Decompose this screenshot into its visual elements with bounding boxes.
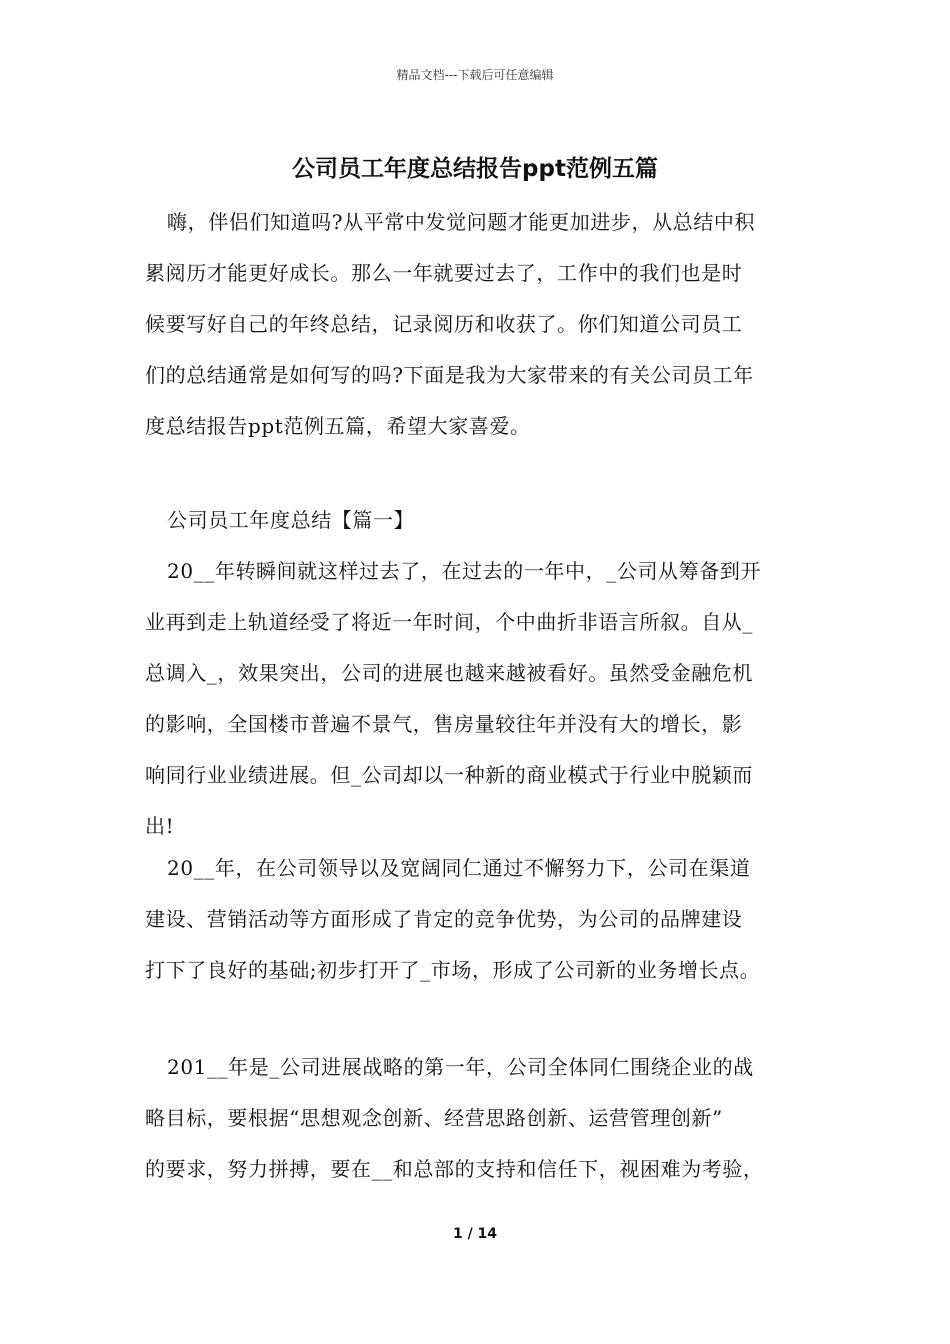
- paragraph-3: 201__年是_公司进展战略的第一年，公司全体同仁围绕企业的战 略目标，要根据“思想观念创新、经营思路创新、运营管理创新” 的要求，努力拼搏，要在__和总部的支持和信任下，视困难为考验，: [145, 1055, 764, 1181]
- intro-block: [145, 197, 817, 452]
- paragraph-1: 20__年转瞬间就这样过去了，在过去的一年中，_公司从筹备到开 业再到走上轨道经受了将近一年时间，个中曲折非语言所叙。自从_ 总调入_，效果突出，公司的进展也越来越被看好。虽然受金融危机 的影响，全国楼市普遍不景气，售房量较往年并没有大的增长，影 响同行业业绩进展。但_公司却以一种新的商业模式于行业中脱颖而 出!: [145, 559, 762, 838]
- paragraph-1-block: [145, 546, 817, 852]
- paragraph-2-block: [145, 843, 817, 996]
- section-heading: 公司员工年度总结【篇一】: [167, 508, 415, 532]
- paragraph-3-block: [145, 1042, 817, 1195]
- paragraph-2: 20__年，在公司领导以及宽阔同仁通过不懈努力下，公司在渠道 建设、营销活动等方面形成了肯定的竞争优势，为公司的品牌建设 打下了良好的基础;初步打开了_市场，形成了公司新的业务增长点。: [145, 856, 761, 982]
- page-header-note: 精品文档---下载后可任意编辑: [396, 68, 554, 82]
- intro-paragraph: 嗨，伴侣们知道吗?从平常中发觉问题才能更加进步，从总结中积 累阅历才能更好成长。那么一年就要过去了，工作中的我们也是时 候要写好自己的年终总结，记录阅历和收获了。你们知道公司员工 们的总结通常是如何写的吗?下面是我为大家带来的有关公司员工年 度总结报告ppt范例五篇，希望大家喜爱。: [145, 210, 756, 438]
- document-title: 公司员工年度总结报告ppt范例五篇: [292, 156, 658, 182]
- section-heading-block: [145, 495, 817, 546]
- page-number: 1 / 14: [452, 1226, 498, 1242]
